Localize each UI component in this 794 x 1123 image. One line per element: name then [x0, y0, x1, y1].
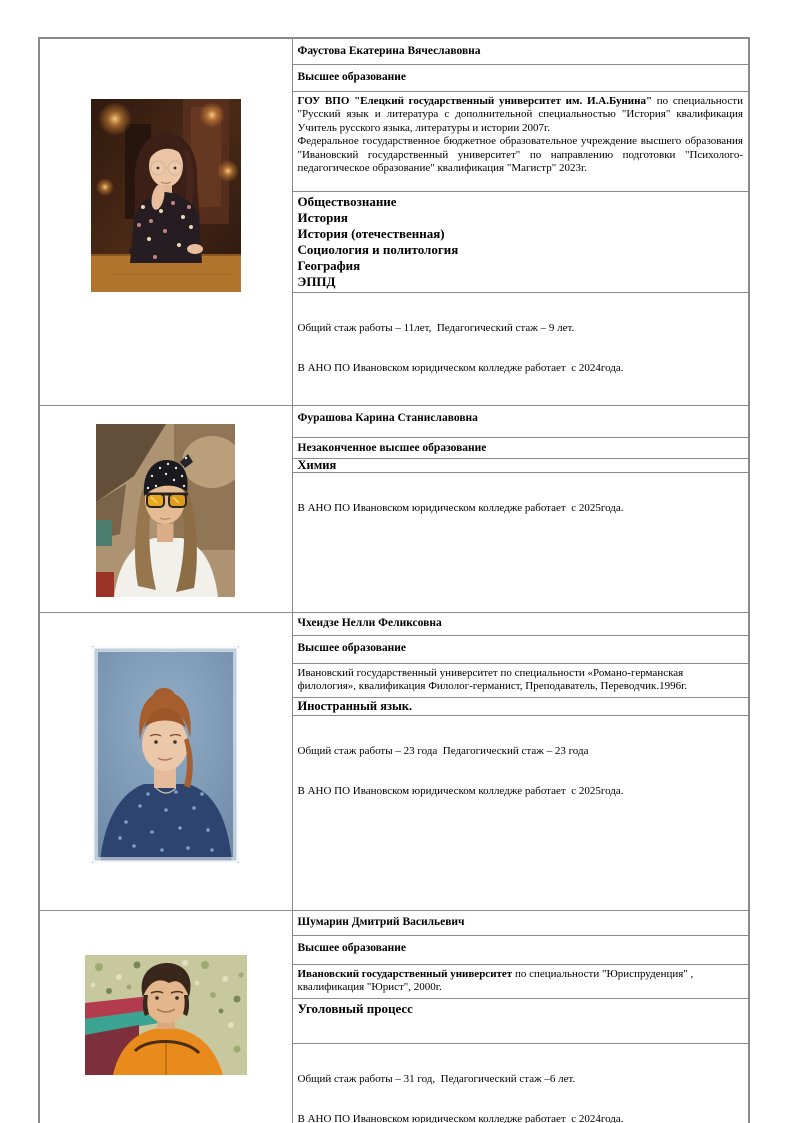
education-level: Незаконченное высшее образование — [292, 437, 749, 458]
experience-line: В АНО ПО Ивановском юридическом колледже работает с 2025года. — [297, 785, 624, 797]
education-paragraph — [298, 968, 744, 995]
education-detail — [292, 91, 749, 191]
education-level: Высшее образование — [292, 935, 749, 964]
education-text: по специальности "Русский язык и литература с дополнительной специальностью "История" квалификация Учитель русского языка, литературы и истории 2007г. — [297, 94, 743, 134]
subjects-list — [292, 191, 749, 292]
education-institution: ГОУ ВПО "Елецкий государственный университет им. И.А.Бунина" — [297, 94, 653, 107]
subject-line: Социология и политология — [297, 241, 459, 257]
education-institution: Ивановский государственный университет — [297, 967, 513, 980]
experience-line: В АНО ПО Ивановском юридическом колледже работает с 2024года. — [297, 362, 624, 374]
photo-shumarin — [85, 955, 247, 1075]
experience — [292, 1043, 749, 1123]
subject-line: ЭППД — [297, 273, 336, 289]
experience — [292, 472, 749, 612]
subjects-list: Химия — [292, 458, 749, 472]
photo-cell-furashova — [39, 405, 292, 612]
subject-line: История — [297, 209, 348, 225]
experience-line: Общий стаж работы – 31 год, Педагогический стаж –6 лет. — [297, 1072, 576, 1085]
teachers-table — [38, 37, 750, 1123]
education-level: Высшее образование — [292, 635, 749, 663]
education-detail — [292, 663, 749, 697]
education-text: Ивановский государственный университет по специальности «Романо-германская филология», квалификация Филолог-германист, Преподаватель, Переводчик.1996г. — [297, 666, 688, 692]
photo-cell-shumarin — [39, 910, 292, 1123]
education-paragraph — [298, 95, 744, 136]
subject-line: История (отечественная) — [297, 225, 445, 241]
teacher-name: Фаустова Екатерина Вячеславовна — [292, 38, 749, 64]
teacher-name: Чхеидзе Нелли Феликсовна — [292, 612, 749, 635]
experience-line: Общий стаж работы – 23 года Педагогический стаж – 23 года — [297, 744, 589, 757]
photo-cell-faustova — [39, 38, 292, 405]
subjects-list: Иностранный язык. — [292, 697, 749, 715]
teacher-name: Фурашова Карина Станиславовна — [292, 405, 749, 437]
photo-faustova — [91, 99, 241, 292]
experience — [292, 292, 749, 405]
photo-chkheidze — [92, 646, 239, 863]
experience-line: В АНО ПО Ивановском юридическом колледже работает с 2025года. — [297, 501, 624, 514]
education-paragraph — [298, 667, 744, 694]
education-level: Высшее образование — [292, 64, 749, 91]
experience-line: В АНО ПО Ивановском юридическом колледже работает с 2024года. — [297, 1113, 624, 1123]
teacher-name: Шумарин Дмитрий Васильевич — [292, 910, 749, 935]
photo-furashova — [96, 424, 235, 597]
subject-line: Обществознание — [297, 193, 397, 209]
experience-line: Общий стаж работы – 11лет, Педагогический стаж – 9 лет. — [297, 321, 575, 334]
education-detail — [292, 964, 749, 998]
subject-line: География — [297, 257, 361, 273]
education-text: Федеральное государственное бюджетное образовательное учреждение высшего образования "Ивановский государственный университет" по направлению подготовки "Психолого-педагогическое образование" квалификация "Магистр" 2023г. — [297, 135, 743, 174]
education-text: по специальности "Юриспруденция" , квалификация "Юрист", 2000г. — [297, 967, 694, 993]
subjects-list: Уголовный процесс — [292, 998, 749, 1043]
photo-cell-chkheidze — [39, 612, 292, 910]
education-paragraph — [298, 135, 744, 176]
experience — [292, 715, 749, 910]
